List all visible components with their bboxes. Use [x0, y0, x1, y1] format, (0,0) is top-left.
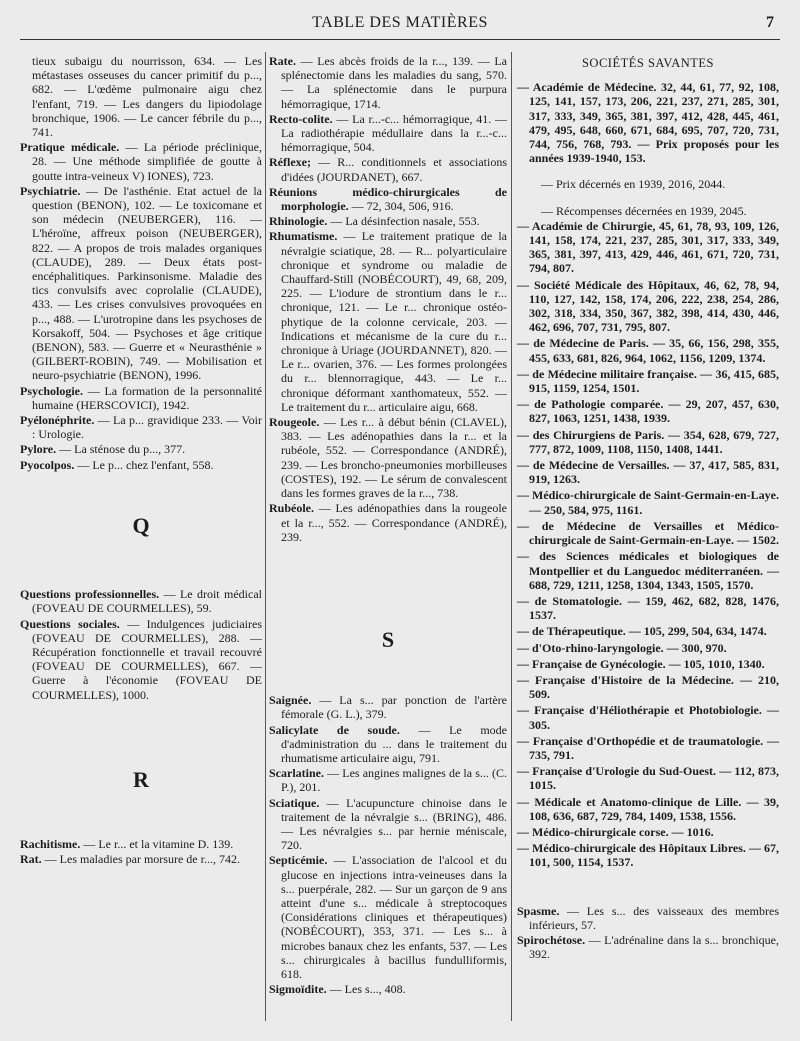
society-name: — Médico-chirurgicale corse. [517, 824, 669, 839]
index-entry [269, 982, 507, 996]
entry-text: — De l'asthénie. Etat actuel de la question (BENON), 102. — Le toxicomane et son médecin (NEUBERGER), 116. — L'héroïne, affreux poison (NEUBERGER), 822. — A propos de trois malades organiques (CLAUDE), 289. — Deux états post-encéphalitiques. Parkinsonisme. Maladie des tics convulsifs avec coprolalie (CLAUDE), 433. — Les crises convulsives provoquées en p..., 488. — L'urotropine dans les psychoses de Korsakoff, 504. — Psychoses et âge critique (BENON), 583. — Guerre et « Neurasthénie » (GILBERT-ROBIN), 749. — Mobilisation et neuro-psychiatrie (BENON), 1996. [32, 183, 262, 383]
entry-text: — La p... gravidique 233. — Voir : Urologie. [32, 413, 262, 442]
society-entry [517, 367, 779, 395]
entry-text: — La sténose du p..., 377. [56, 442, 186, 457]
entry-text: — R... conditionnels et associations d'idées (JOURDANET), 667. [281, 155, 507, 184]
entry-text: — Le r... et la vitamine D. 139. [80, 836, 234, 851]
entry-term: Pyocolpos. [20, 457, 75, 472]
column-2 [269, 54, 507, 997]
entry-text: — Les maladies par morsure de r..., 742. [41, 852, 240, 867]
entry-term: Réflexe; [269, 155, 311, 170]
society-name: — de Médecine militaire française. [517, 366, 697, 381]
society-entry [517, 488, 779, 516]
society-name: — d'Oto-rhino-laryngologie. [517, 640, 664, 655]
society-entry [517, 825, 779, 839]
index-entry [20, 413, 262, 441]
entry-term: Rougeole. [269, 415, 320, 430]
society-entry [517, 657, 779, 671]
page-number: 7 [766, 14, 774, 31]
index-entry [269, 853, 507, 981]
society-pages: — 112, 873, 1015. [529, 764, 779, 793]
section-letter: S [381, 626, 395, 652]
index-entry [269, 501, 507, 544]
entry-text: — L'association de l'alcool et du glucose en injections intra-veineuses dans la s... puerpérale, 282. — Sur un garçon de 9 ans atteint d'une s... médicale à streptocoques (Considérations cliniques et thérapeutiques) (NOBÉCOURT), 353, 371. — Les s... à microbes banaux chez les enfants, 537. — Les s... chirurgicales à bacillus fundulliformis, 618. [281, 853, 507, 981]
society-pages: — 39, 108, 636, 687, 729, 784, 1409, 1538, 1556. [529, 794, 779, 823]
society-name: — Académie de Chirurgie, [517, 218, 656, 233]
society-pages: — 35, 66, 156, 298, 355, 455, 633, 681, 826, 964, 1062, 1156, 1209, 1374. [529, 336, 779, 365]
society-pages: — 105, 1010, 1340. [665, 656, 765, 671]
society-name: — Médico-chirurgicale de Saint-Germain-en-Laye. [517, 488, 779, 503]
society-pages: — 29, 207, 457, 630, 827, 1063, 1251, 1438, 1939. [529, 397, 780, 426]
entry-text: — La désinfection nasale, 553. [327, 214, 480, 229]
society-name: — Française d'Héliothérapie et Photobiologie. [517, 703, 762, 718]
society-pages: — 305. [529, 703, 779, 732]
entry-term: Pratique médicale. [20, 140, 120, 155]
page-header [20, 14, 780, 40]
society-entry [517, 594, 779, 622]
society-sub-entry: — Récompenses décernées en 1939, 2045. [541, 203, 747, 218]
entry-text: — La période préclinique, 28. — Une méthode simplifiée de goutte à goutte intra-veineux V) IONES), 723. [32, 140, 262, 183]
entry-term: Rat. [20, 852, 42, 867]
society-entry [517, 80, 779, 165]
entry-term: Psychologie. [20, 383, 83, 398]
entry-text: — L'acupuncture chinoise dans le traitement de la névralgie s... (BRING), 486. — Les névralgies s... par hernie méniscale, 720. [281, 795, 507, 853]
society-name: — des Chirurgiens de Paris. [517, 427, 665, 442]
society-pages: — 250, 584, 975, 1161. [529, 502, 643, 517]
entry-term: Rhumatisme. [269, 229, 338, 244]
society-entry [517, 458, 779, 486]
entry-term: Rubéole. [269, 501, 314, 516]
entry-term: Rate. [269, 54, 296, 68]
society-pages: — 1502. [733, 533, 779, 548]
society-pages: — 36, 415, 685, 915, 1159, 1254, 1501. [529, 366, 780, 396]
society-entry [517, 219, 779, 276]
society-entry [517, 673, 779, 701]
society-entry [517, 795, 779, 823]
column-divider [511, 52, 512, 1021]
entry-term: Psychiatrie. [20, 183, 81, 198]
entry-term: Sciatique. [269, 795, 320, 810]
entry-text: — Les adénopathies dans la rougeole et la r..., 552. — Correspondance (ANDRÉ), 239. [281, 501, 507, 544]
entry-term: Sigmoïdite. [269, 982, 327, 997]
society-name: — Académie de Médecine. [517, 80, 657, 95]
index-entry [517, 904, 779, 932]
index-entry [20, 617, 262, 702]
entry-text: — 72, 304, 506, 916. [348, 199, 454, 214]
column-divider [265, 52, 266, 1021]
index-entry [20, 442, 262, 456]
entry-term: Saignée. [269, 693, 312, 708]
society-entry [517, 549, 779, 592]
entry-term: Scarlatine. [269, 766, 324, 781]
index-entry [20, 184, 262, 383]
society-pages: 32, 44, 61, 77, 92, 108, 125, 141, 157, 173, 206, 221, 237, 271, 285, 301, 317, 333, 349, 365, 381, 397, 412, 428, 445, 461, 479, 495, 648, 660, 671, 684, 695, 707, 720, 731, 744, 756, 768, 793. — Prix proposés pour les années 1939-1940, 153. [529, 80, 779, 166]
entry-term: Recto-colite. [269, 111, 333, 126]
society-name: — de Pathologie comparée. [517, 397, 664, 412]
entry-term: Réunions médico-chirurgicales de morphologie. [269, 184, 507, 214]
society-pages: — 735, 791. [529, 733, 779, 762]
society-name: — de Stomatologie. [517, 593, 622, 608]
society-entry [517, 397, 779, 425]
entry-term: Spasme. [517, 903, 560, 918]
entry-term: Spirochétose. [517, 932, 586, 947]
society-pages: — 67, 101, 500, 1154, 1537. [529, 841, 779, 870]
society-entry [517, 519, 779, 547]
entry-text: — Les s..., 408. [326, 982, 406, 997]
society-sub-entry: — Prix décernés en 1939, 2016, 2044. [541, 177, 726, 192]
society-entry [517, 734, 779, 762]
society-name: — Française de Gynécologie. [517, 656, 666, 671]
index-entry [269, 766, 507, 794]
entry-text: — Le mode d'administration du ... dans le traitement du rhumatisme articulaire aigu, 791. [281, 722, 507, 765]
society-pages: — 105, 299, 504, 634, 1474. [625, 624, 767, 639]
entry-term: Pyélonéphrite. [20, 413, 95, 428]
entry-term: Septicémie. [269, 853, 328, 868]
society-entry [517, 641, 779, 655]
entry-text: — La formation de la personnalité humaine (HERSCOVICI), 1942. [32, 383, 262, 412]
entry-text: — Indulgences judiciaires (FOVEAU DE COURMELLES), 288. — Récupération fonctionnelle et travail recouvré (FOVEAU DE COURMELLES), 667. — Guerre à l'économie (FOVEAU DE COURMELLES), 1000. [32, 616, 262, 702]
society-name: — Société Médicale des Hôpitaux, [517, 277, 700, 292]
column-3 [517, 54, 779, 962]
society-pages: — 1016. [668, 824, 714, 839]
index-entry [20, 837, 262, 851]
society-entry [517, 278, 779, 335]
society-entry [517, 764, 779, 792]
entry-text: — La r...-c... hémorragique, 41. — La radiothérapie médullaire dans la r...-c... hémorragique, 504. [281, 111, 507, 155]
entry-text: — L'adrénaline dans la s... bronchique, 392. [529, 932, 779, 962]
society-entry [517, 336, 779, 364]
index-entry [20, 587, 262, 615]
entry-text: — La s... par ponction de l'artère fémorale (G. L.), 379. [281, 693, 507, 722]
entry-term: Questions professionnelles. [20, 587, 160, 602]
section-title: SOCIÉTÉS SAVANTES [581, 56, 715, 70]
index-entry [269, 693, 507, 721]
entry-text: — Le p... chez l'enfant, 558. [74, 457, 214, 472]
society-pages: 46, 62, 78, 94, 110, 127, 142, 158, 174, 206, 222, 238, 254, 286, 302, 318, 334, 350, 367, 382, 398, 414, 430, 446, 462, 696, 707, 731, 795, 807. [529, 277, 779, 335]
section-letter: R [133, 766, 149, 792]
society-entry [517, 428, 779, 456]
society-name: — Française d'Histoire de la Médecine. [517, 672, 734, 687]
index-entry [269, 796, 507, 853]
entry-term: Pylore. [20, 442, 57, 457]
society-entry [517, 703, 779, 731]
section-letter: Q [132, 512, 150, 538]
index-entry [20, 458, 262, 472]
society-name: — de Médecine de Versailles et Médico-chirurgicale de Saint-Germain-en-Laye. [517, 518, 779, 548]
index-entry [269, 54, 507, 111]
society-entry [517, 624, 779, 638]
entry-text: — Les abcès froids de la r..., 139. — La splénectomie dans les maladies du sang, 570. — La splénectomie dans le purpura hémorragique, 1714. [281, 54, 507, 111]
entry-text: — Les r... à début bénin (CLAVEL), 383. — Les adénopathies dans la r... et la rubéole, 552. — Correspondance (ANDRÉ), 239. — Les broncho-pneumonies morbilleuses (COSTES), 192. — Le sérum de convalescent dans les formes graves de la r..., 738. [281, 415, 507, 501]
entry-text: — Les angines malignes de la s... (C. P.), 201. [281, 766, 507, 795]
society-name: — des Sciences médicales et biologiques de Montpellier et du Languedoc méditerranéen. [517, 549, 779, 578]
entry-text: — Le droit médical (FOVEAU DE COURMELLES), 59. [32, 587, 263, 616]
continuation-text: tieux subaigu du nourrisson, 634. — Les métastases osseuses du cancer primitif du p..., 682. — L'œdème pulmonaire aigu chez l'enfant, 719. — Les dangers du lipiodolage bronchique, 1906. — Le cancer fébrile du p..., 741. [32, 54, 262, 140]
society-pages: — 159, 462, 682, 828, 1476, 1537. [529, 593, 780, 623]
society-name: — de Médecine de Paris. [517, 336, 649, 351]
society-name: — Médicale et Anatomo-clinique de Lille. [517, 794, 742, 809]
index-entry [269, 415, 507, 500]
entry-term: Questions sociales. [20, 616, 120, 631]
column-1 [20, 54, 262, 867]
index-entry [20, 384, 262, 412]
society-name: — Médico-chirurgicale des Hôpitaux Libres. [517, 841, 746, 856]
index-entry [20, 852, 262, 866]
society-pages: — 688, 729, 1211, 1258, 1304, 1343, 1505, 1570. [529, 563, 779, 592]
index-entry [269, 155, 507, 183]
entry-term: Rachitisme. [20, 836, 81, 851]
header-rule [20, 39, 780, 40]
society-pages: — 37, 417, 585, 831, 919, 1263. [529, 458, 779, 487]
entry-text: — Les s... des vaisseaux des membres inférieurs, 57. [529, 903, 779, 932]
society-name: — Française d'Orthopédie et de traumatologie. [517, 733, 764, 748]
entry-text: — Le traitement pratique de la névralgie sciatique, 28. — R... polyarticulaire chronique et syndrome ou maladie de Chauffard-Still (NOBÉCOURT), 49, 68, 209, 225. — L'iodure de strontium dans le r... chronique, 121. — Le r... chronique ostéo-phytique de la colonne cervicale, 203. — Indications et mécanisme de la cure du r... chronique à Uriage (JOURDANNET), 820. — Le r... ovarien, 376. — Les formes prolongées du r... blennorragique, 443. — Le r... chronique déformant xanthomateux, 552. — Le traitement du r... articulaire aigu, 668. [281, 229, 507, 414]
index-entry [269, 112, 507, 155]
society-name: — Française d'Urologie du Sud-Ouest. [517, 764, 716, 779]
index-entry [517, 933, 779, 961]
society-entry [517, 841, 779, 869]
index-entry [20, 140, 262, 183]
index-entry [269, 214, 507, 228]
page-title: TABLE DES MATIÈRES [312, 14, 488, 31]
index-entry [269, 723, 507, 766]
entry-term: Salicylate de soude. [269, 722, 400, 737]
society-pages: — 354, 628, 679, 727, 777, 872, 1009, 1108, 1150, 1408, 1441. [529, 427, 779, 456]
entry-term: Rhinologie. [269, 214, 328, 229]
index-entry [269, 229, 507, 414]
society-pages: 45, 61, 78, 93, 109, 126, 141, 158, 174, 221, 237, 285, 301, 317, 333, 349, 365, 381, 397, 413, 429, 446, 461, 671, 720, 731, 794, 807. [529, 218, 779, 276]
society-name: — de Thérapeutique. [517, 624, 626, 639]
index-entry [269, 185, 507, 213]
society-pages: — 300, 970. [663, 640, 727, 655]
society-name: — de Médecine de Versailles. [517, 458, 670, 473]
society-pages: — 210, 509. [529, 672, 780, 702]
